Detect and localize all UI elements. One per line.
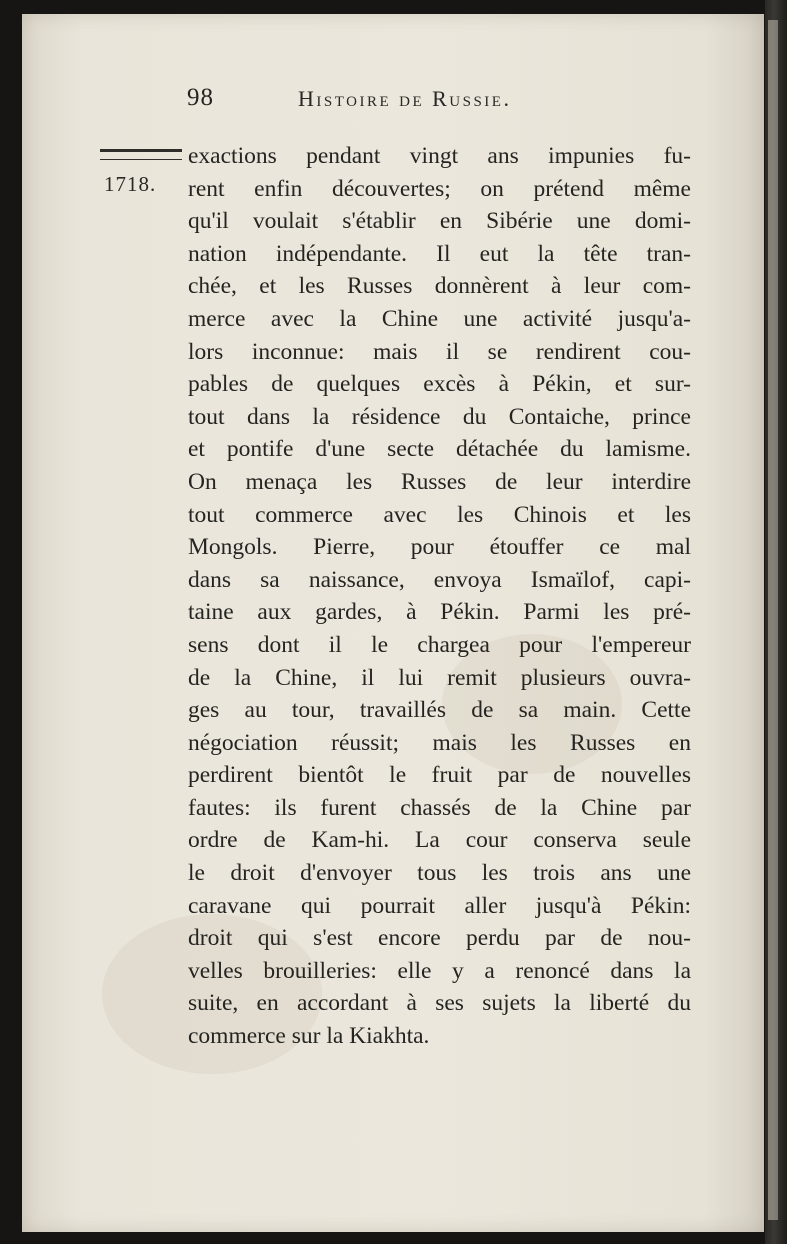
text-line: et pontife d'une secte détachée du lamisme. <box>188 436 691 463</box>
text-line: négociation réussit; mais les Russes en <box>188 729 691 756</box>
text-line: nation indépendante. Il eut la tête tran- <box>188 240 691 267</box>
page-number: 98 <box>187 84 214 111</box>
text-line: de la Chine, il lui remit plusieurs ouvra- <box>188 664 691 691</box>
text-line: commerce sur la Kiakhta. <box>188 1023 430 1050</box>
page-edge-strip <box>768 20 778 1220</box>
text-line: qu'il voulait s'établir en Sibérie une domi- <box>188 208 691 235</box>
running-title: Histoire de Russie. <box>298 86 512 111</box>
text-line: perdirent bientôt le fruit par de nouvelles <box>188 762 691 789</box>
text-line: droit qui s'est encore perdu par de nou- <box>188 925 691 952</box>
text-line: velles brouilleries: elle y a renoncé dans la <box>188 957 691 984</box>
text-line: dans sa naissance, envoya Ismaïlof, capi- <box>188 566 691 593</box>
body-text <box>188 140 691 1053</box>
text-line: taine aux gardes, à Pékin. Parmi les pré- <box>188 599 691 626</box>
text-line: suite, en accordant à ses sujets la liberté du <box>188 990 691 1017</box>
text-line: pables de quelques excès à Pékin, et sur- <box>188 371 691 398</box>
text-line: fautes: ils furent chassés de la Chine par <box>188 794 691 821</box>
text-line: ges au tour, travaillés de sa main. Cette <box>188 697 691 724</box>
text-line: caravane qui pourrait aller jusqu'à Pékin: <box>188 892 691 919</box>
text-line: le droit d'envoyer tous les trois ans une <box>188 860 691 887</box>
text-line: lors inconnue: mais il se rendirent cou- <box>188 338 691 365</box>
text-line: On menaça les Russes de leur interdire <box>188 468 691 495</box>
text-line: Mongols. Pierre, pour étouffer ce mal <box>188 534 691 561</box>
text-line: ordre de Kam-hi. La cour conserva seule <box>188 827 691 854</box>
text-line: tout commerce avec les Chinois et les <box>188 501 691 528</box>
text-line: rent enfin découvertes; on prétend même <box>188 175 691 202</box>
text-line: chée, et les Russes donnèrent à leur com- <box>188 273 691 300</box>
text-line: exactions pendant vingt ans impunies fu- <box>188 143 691 169</box>
text-line: sens dont il le chargea pour l'empereur <box>188 631 691 658</box>
margin-rule <box>100 149 182 160</box>
text-line: tout dans la résidence du Contaiche, prince <box>188 403 691 430</box>
margin-year: 1718. <box>104 172 157 196</box>
text-line: merce avec la Chine une activité jusqu'a- <box>188 305 691 332</box>
